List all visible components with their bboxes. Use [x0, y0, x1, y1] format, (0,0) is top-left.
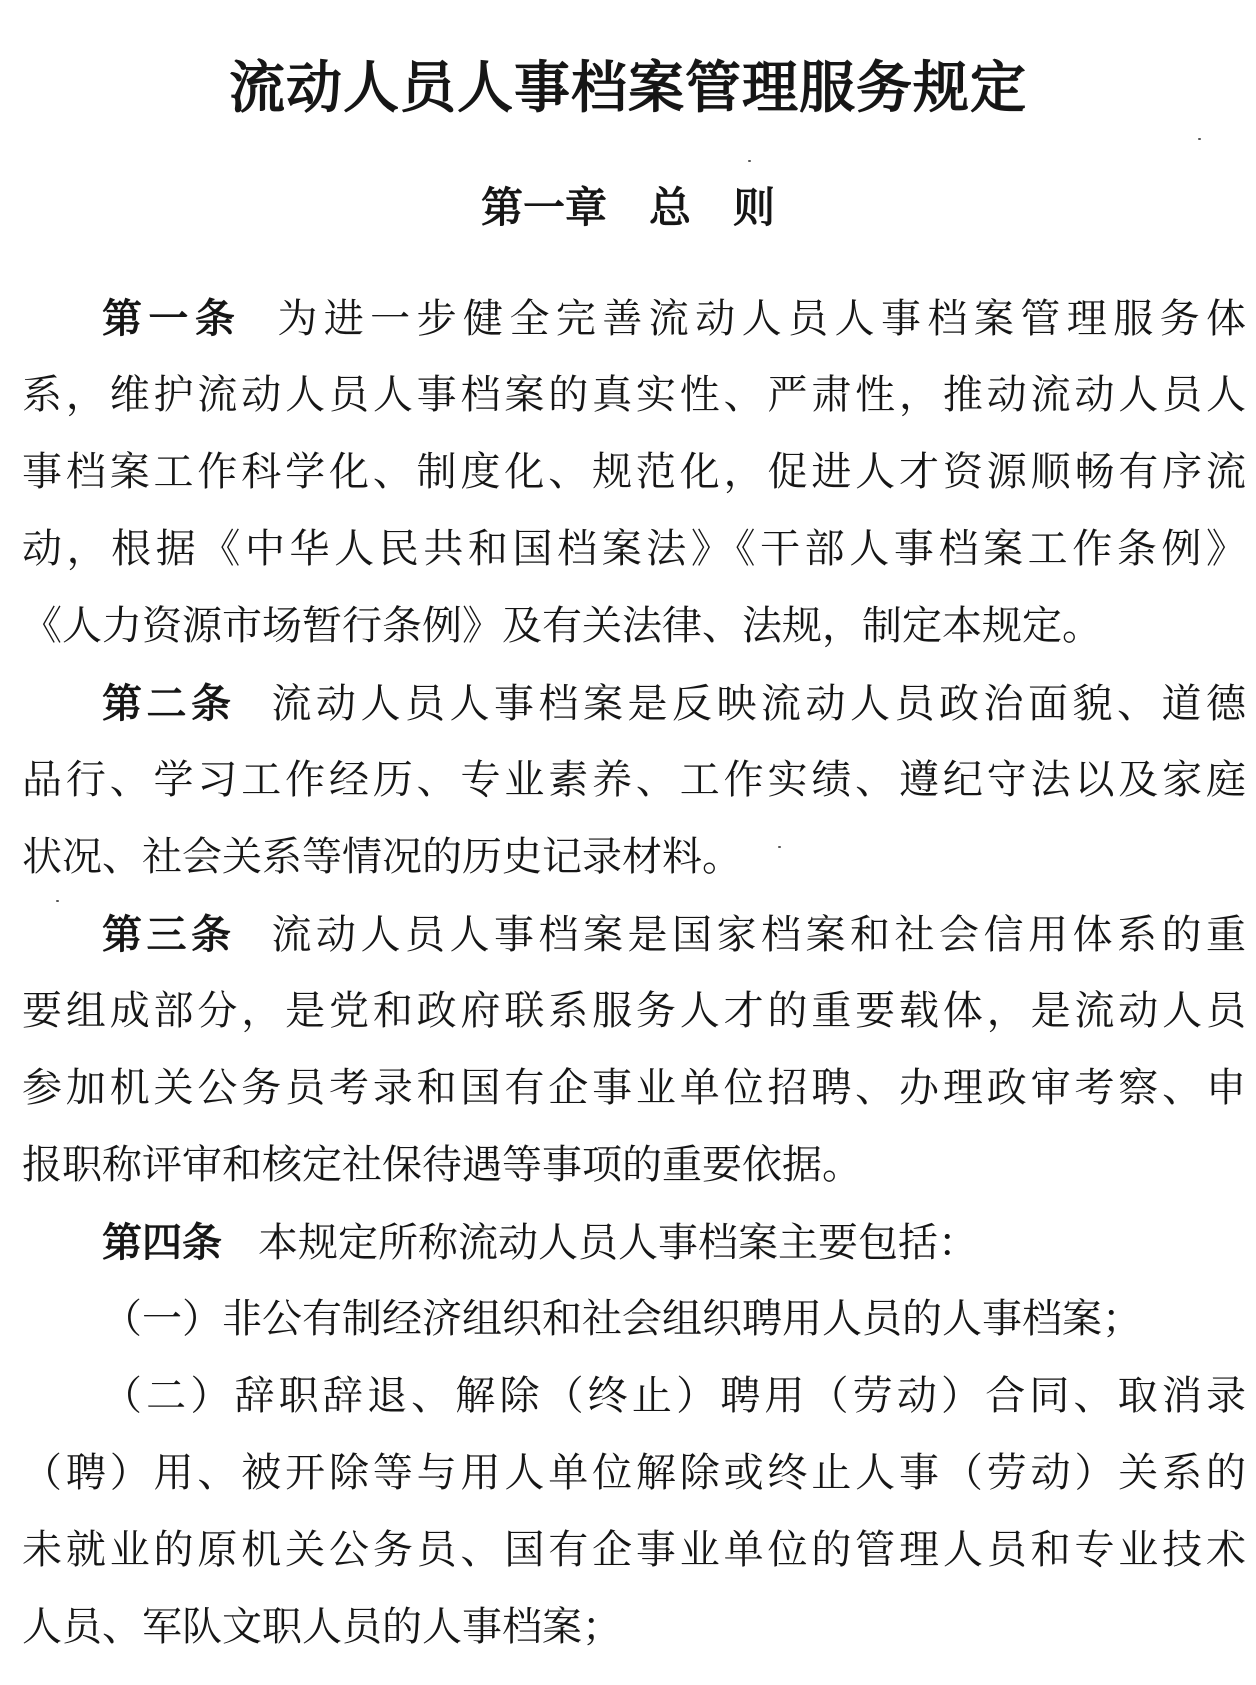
- article-label: 第三条: [102, 911, 236, 958]
- list-item-line: （二）辞职辞退、解除（终止）聘用（劳动）合同、取消录: [102, 1373, 1246, 1419]
- document-title: 流动人员人事档案管理服务规定: [229, 55, 1027, 121]
- scan-speck: [748, 160, 751, 162]
- article-line: [22, 896, 1246, 973]
- list-item-1: [22, 1281, 1246, 1358]
- article-line: 参加机关公务员考录和国有企事业单位招聘、办理政审考察、申: [22, 1065, 1246, 1111]
- article-line: 动，根据《中华人民共和国档案法》《干部人事档案工作条例》: [22, 526, 1246, 572]
- article-text: 流动人员人事档案是反映流动人员政治面貌、道德: [271, 681, 1246, 727]
- scan-speck: [778, 846, 781, 848]
- article-label: 第二条: [102, 680, 236, 727]
- article-text: 本规定所称流动人员人事档案主要包括：: [258, 1220, 978, 1266]
- article-label: 第四条: [102, 1219, 222, 1266]
- article-2: [22, 665, 1246, 896]
- list-item-2: [22, 1358, 1246, 1666]
- article-line: [22, 665, 1246, 742]
- list-item-line: （聘）用、被开除等与用人单位解除或终止人事（劳动）关系的: [22, 1450, 1246, 1496]
- article-line: 报职称评审和核定社保待遇等事项的重要依据。: [22, 1142, 862, 1188]
- article-line: 《人力资源市场暂行条例》及有关法律、法规，制定本规定。: [22, 603, 1102, 649]
- article-label: 第一条: [102, 295, 242, 342]
- article-text: 流动人员人事档案是国家档案和社会信用体系的重: [271, 912, 1246, 958]
- article-line: 事档案工作科学化、制度化、规范化，促进人才资源顺畅有序流: [22, 449, 1246, 495]
- article-line: [22, 1204, 1246, 1281]
- list-item-line: 未就业的原机关公务员、国有企事业单位的管理人员和专业技术: [22, 1527, 1246, 1573]
- scan-speck: [1198, 138, 1201, 140]
- article-line: 要组成部分，是党和政府联系服务人才的重要载体，是流动人员: [22, 988, 1246, 1034]
- article-line: 系，维护流动人员人事档案的真实性、严肃性，推动流动人员人: [22, 372, 1246, 418]
- article-1: [22, 280, 1246, 665]
- article-line: 状况、社会关系等情况的历史记录材料。: [22, 834, 742, 880]
- scan-speck: [56, 900, 59, 902]
- list-item-line: 人员、军队文职人员的人事档案；: [22, 1604, 622, 1650]
- document-body: [22, 280, 1246, 1666]
- article-line: [22, 280, 1246, 357]
- article-4: [22, 1204, 1246, 1281]
- article-line: 品行、学习工作经历、专业素养、工作实绩、遵纪守法以及家庭: [22, 757, 1246, 803]
- list-item-line: （一）非公有制经济组织和社会组织聘用人员的人事档案；: [102, 1296, 1142, 1342]
- chapter-heading: 第一章 总 则: [480, 183, 775, 232]
- article-text: 为进一步健全完善流动人员人事档案管理服务体: [277, 296, 1246, 342]
- article-3: [22, 896, 1246, 1204]
